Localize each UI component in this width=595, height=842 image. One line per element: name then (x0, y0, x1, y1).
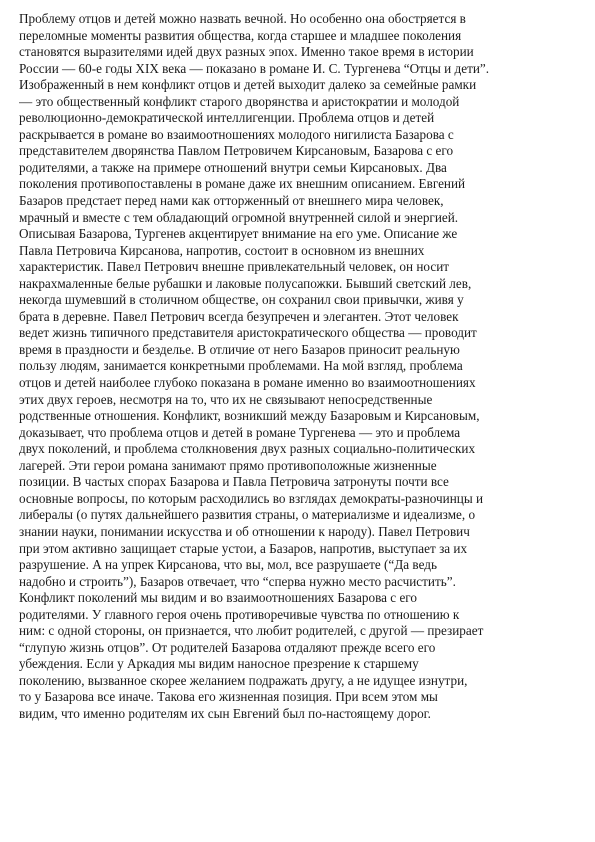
text-line: при этом активно защищает старые устои, а Базаров, напротив, выступает за их (19, 540, 468, 556)
text-line: время в праздности и безделье. В отличие от него Базаров приносит реальную (19, 341, 460, 357)
text-line: родственные отношения. Конфликт, возникший между Базаровым и Кирсановым, (19, 408, 480, 424)
text-line: ним: с одной стороны, он признается, что любит родителей, с другой — презирает (19, 623, 484, 639)
text-line: отцов и детей наиболее глубоко показана в романе именно во взаимоотношениях (19, 375, 476, 391)
text-line: переломные моменты развития общества, когда старшее и младшее поколения (19, 27, 462, 43)
text-line: лагерей. Эти герои романа занимают прямо противоположные жизненные (19, 457, 437, 473)
text-line: поколению, вызванное скорее желанием подражать другу, а не идущее изнутри, (19, 672, 468, 688)
text-line: становятся выразителями идей двух разных эпох. Именно такое время в истории (19, 44, 474, 60)
text-line: характеристик. Павел Петрович внешне привлекательный человек, он носит (19, 259, 450, 275)
text-line: то у Базарова все иначе. Такова его жизненная позиция. При всем этом мы (19, 689, 438, 705)
text-line: брата в деревне. Павел Петрович всегда безупречен и элегантен. Этот человек (19, 308, 459, 324)
text-line: Проблему отцов и детей можно назвать вечной. Но особенно она обостряется в (19, 11, 466, 26)
text-line: доказывает, что проблема отцов и детей в романе Тургенева — это и проблема (19, 424, 461, 440)
text-line: видим, что именно родителям их сын Евгений был по-настоящему дорог. (19, 705, 431, 721)
text-line: родителями, а также на примере отношений внутри семьи Кирсановых. Два (19, 159, 447, 175)
text-line: поколения противопоставлены в романе даже их внешним описанием. Евгений (19, 176, 466, 192)
text-line: России — 60-е годы XIX века — показано в романе И. С. Тургенева “Отцы и дети”. (19, 60, 490, 76)
text-line: знании науки, понимании искусства и об отношении к народу). Павел Петрович (19, 523, 470, 539)
text-line: либералы (о путях дальнейшего развития страны, о материализме и идеализме, о (19, 507, 476, 523)
text-line: раскрывается в романе во взаимоотношениях молодого нигилиста Базарова с (19, 126, 454, 142)
text-line: разрушение. А на упрек Кирсанова, что вы, мол, все разрушаете (“Да ведь (19, 557, 437, 573)
text-line: двух поколений, и проблема столкновения двух разных социально-политических (19, 441, 476, 457)
text-line: мрачный и вместе с тем обладающий огромной внутренней силой и энергией. (19, 209, 459, 225)
text-line: позиции. В частых спорах Базарова и Павла Петровича затронуты почти все (19, 474, 449, 490)
text-line: Павла Петровича Кирсанова, напротив, состоит в основном из внешних (19, 242, 425, 258)
text-line: Конфликт поколений мы видим и во взаимоотношениях Базарова с его (19, 590, 417, 606)
text-line: представителем дворянства Павлом Петровичем Кирсановым, Базарова с его (19, 143, 454, 159)
text-line: накрахмаленные белые рубашки и лаковые полусапожки. Бывший светский лев, (19, 275, 472, 291)
text-line: некогда шумевший в столичном обществе, он сохранил свои привычки, живя у (19, 292, 464, 308)
text-line: этих двух героев, несмотря на то, что их не связывают непосредственные (19, 391, 433, 407)
text-line: надобно и строить”), Базаров отвечает, что “сперва нужно место расчистить”. (19, 573, 456, 589)
essay-text-block (19, 11, 576, 723)
text-line: Базаров предстает перед нами как отторженный от внешнего мира человек, (19, 193, 444, 209)
text-line: “глупую жизнь отцов”. От родителей Базарова отдаляют прежде всего его (19, 639, 436, 655)
text-line: Описывая Базарова, Тургенев акцентирует внимание на его уме. Описание же (19, 226, 458, 242)
text-line: убеждения. Если у Аркадия мы видим наносное презрение к старшему (19, 656, 419, 672)
text-line: — это общественный конфликт старого дворянства и аристократии и молодой (19, 93, 460, 109)
text-line: пользу людям, занимается конкретными проблемами. На мой взгляд, проблема (19, 358, 463, 374)
text-line: ведет жизнь типичного представителя аристократического общества — проводит (19, 325, 477, 341)
text-line: революционно-демократической интеллигенции. Проблема отцов и детей (19, 110, 435, 126)
text-line: Изображенный в нем конфликт отцов и детей выходит далеко за семейные рамки (19, 77, 477, 93)
text-line: основные вопросы, по которым расходились во взглядах демократы-разночинцы и (19, 490, 484, 506)
text-line: родителями. У главного героя очень противоречивые чувства по отношению к (19, 606, 460, 622)
